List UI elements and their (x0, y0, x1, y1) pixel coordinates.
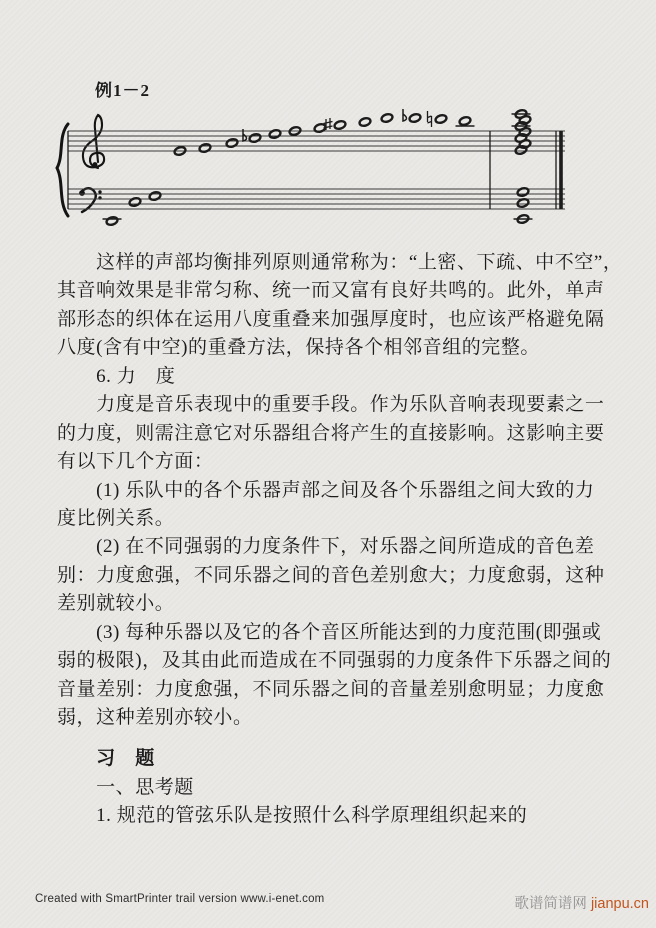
text-line: 别：力度愈强，不同乐器之间的音色差别愈大；力度愈弱，这种 (57, 564, 605, 586)
text-line: (3) 每种乐器以及它的各个音区所能达到的力度范围(即强或 (57, 621, 602, 643)
text-line: (2) 在不同强弱的力度条件下，对乐器之间所造成的音色差 (57, 536, 595, 558)
example-label: 例1－2 (95, 81, 150, 100)
text-line: 这样的声部均衡排列原则通常称为：“上密、下疏、中不空”， (57, 252, 623, 273)
text-line: 弱，这种差别亦较小。 (57, 707, 253, 728)
bass-clef-icon (79, 188, 102, 212)
body-text (57, 249, 623, 831)
text-line: 音量差别：力度愈强，不同乐器之间的音量差别愈明显；力度愈 (57, 678, 605, 700)
site-link[interactable]: jianpu.cn (590, 896, 649, 912)
text-line: 其音响效果是非常匀称、统一而又富有良好共鸣的。此外，单声 (57, 280, 605, 302)
music-notation-example (55, 108, 580, 248)
text-line: (1) 乐队中的各个乐器声部之间及各个乐器组之间大致的力 (57, 479, 595, 501)
text-line: 度比例关系。 (57, 507, 175, 529)
text-line: 弱的极限)，及其由此而造成在不同强弱的力度条件下乐器之间的 (57, 650, 612, 672)
text-line: 的力度，则需注意它对乐器组合将产生的直接影响。这影响主要 (57, 422, 605, 444)
watermark-site (514, 892, 649, 913)
text-line: 八度(含有中空)的重叠方法，保持各个相邻音组的完整。 (57, 337, 540, 359)
staff-lines-and-notes (68, 109, 565, 226)
text-line: 部形态的织体在运用八度重叠来加强厚度时，也应该严格避免隔 (57, 308, 605, 330)
exercises-heading: 习 题 (57, 748, 155, 770)
site-name: 歌谱简谱网 (514, 896, 587, 912)
exercise-question-1: 1. 规范的管弦乐队是按照什么科学原理组织起来的 (57, 805, 528, 827)
text-line: 力度是音乐表现中的重要手段。作为乐队音响表现要素之一 (57, 394, 605, 416)
section-heading-dynamics: 6. 力 度 (57, 365, 176, 387)
exercises-subheading: 一、思考题 (57, 776, 194, 798)
system-brace-icon (57, 124, 68, 216)
watermark-smartprinter: Created with SmartPrinter trail version www.i-enet.com (35, 893, 325, 905)
text-line: 有以下几个方面： (57, 451, 214, 473)
text-line: 差别就较小。 (57, 593, 175, 615)
